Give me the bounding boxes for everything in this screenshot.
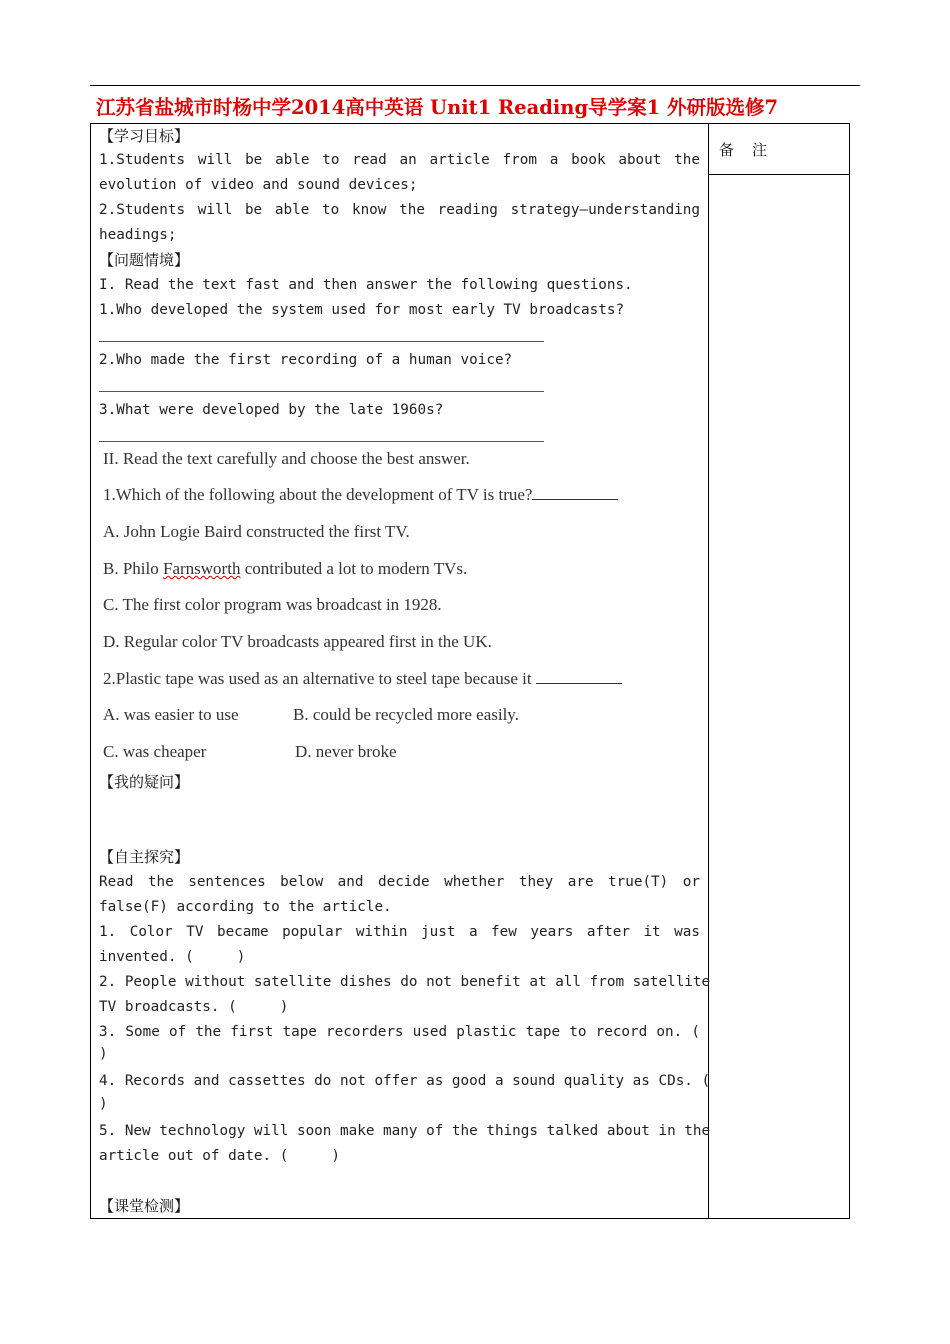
mc-answer-blank-2[interactable] (536, 667, 622, 684)
statement-4-line-2: ) (99, 1096, 108, 1112)
question-1: 1.Who developed the system used for most early TV broadcasts? (99, 302, 625, 318)
mc-q2-option-d: D. never broke (295, 742, 397, 761)
page-title: 江苏省盐城市时杨中学2014高中英语 Unit1 Reading导学案1 外研版选修7 (96, 96, 779, 119)
mc-answer-blank-1[interactable] (532, 483, 618, 500)
part1-instruction: I. Read the text fast and then answer the following questions. (99, 277, 633, 293)
statement-2-line-1: 2. People without satellite dishes do not benefit at all from satellite (99, 974, 711, 990)
objectives-heading: 【学习目标】 (99, 127, 190, 145)
statement-1-line-2: invented. ( ) (99, 949, 246, 965)
column-divider (708, 123, 709, 1219)
explore-heading: 【自主探究】 (99, 848, 190, 866)
notes-column-header (709, 123, 849, 175)
answer-line-1[interactable] (99, 341, 544, 342)
objective-1-line-2: evolution of video and sound devices; (99, 177, 418, 193)
notes-header-label: 备注 (719, 141, 786, 159)
problem-heading: 【问题情境】 (99, 251, 190, 269)
explore-intro-line-1: Read the sentences below and decide whether they are true(T) or (99, 874, 700, 890)
header-rule (90, 85, 860, 86)
mc-q1-option-a: A. John Logie Baird constructed the first TV. (103, 522, 410, 541)
statement-2-line-2: TV broadcasts. ( ) (99, 999, 289, 1015)
option-b-prefix: B. Philo (103, 559, 163, 578)
answer-line-3[interactable] (99, 441, 544, 442)
statement-1-line-1: 1. Color TV became popular within just a few years after it was (99, 924, 700, 940)
mc-q1-option-b (103, 554, 467, 584)
mc-q2-option-b: B. could be recycled more easily. (293, 705, 519, 724)
mc-question-1 (103, 480, 618, 510)
option-b-suffix: contributed a lot to modern TVs. (240, 559, 468, 578)
statement-3-line-2: ) (99, 1046, 108, 1062)
statement-4-line-1: 4. Records and cassettes do not offer as good a sound quality as CDs. ( (99, 1073, 711, 1089)
option-b-name: Farnsworth (163, 559, 241, 578)
answer-line-2[interactable] (99, 391, 544, 392)
explore-intro-line-2: false(F) according to the article. (99, 899, 392, 915)
mc-q2-option-a: A. was easier to use (103, 705, 239, 724)
mc-q2-option-c: C. was cheaper (103, 742, 207, 761)
statement-3-line-1: 3. Some of the first tape recorders used plastic tape to record on. ( (99, 1024, 700, 1040)
doubts-heading: 【我的疑问】 (99, 773, 190, 791)
part2-instruction: II. Read the text carefully and choose the best answer. (103, 449, 470, 468)
mc-q1-option-c: C. The first color program was broadcast in 1928. (103, 595, 442, 614)
mc-question-2-text: 2.Plastic tape was used as an alternative to steel tape because it (103, 669, 536, 688)
mc-question-2 (103, 664, 622, 694)
check-heading: 【课堂检测】 (99, 1197, 190, 1215)
question-2: 2.Who made the first recording of a human voice? (99, 352, 513, 368)
objective-2-line-1: 2.Students will be able to know the reading strategy—understanding (99, 202, 700, 218)
question-3: 3.What were developed by the late 1960s? (99, 402, 444, 418)
mc-q1-option-d: D. Regular color TV broadcasts appeared first in the UK. (103, 632, 492, 651)
statement-5-line-1: 5. New technology will soon make many of the things talked about in the (99, 1123, 711, 1139)
statement-5-line-2: article out of date. ( ) (99, 1148, 341, 1164)
mc-question-1-text: 1.Which of the following about the development of TV is true? (103, 485, 533, 504)
objective-2-line-2: headings; (99, 227, 177, 243)
objective-1-line-1: 1.Students will be able to read an article from a book about the (99, 152, 700, 168)
